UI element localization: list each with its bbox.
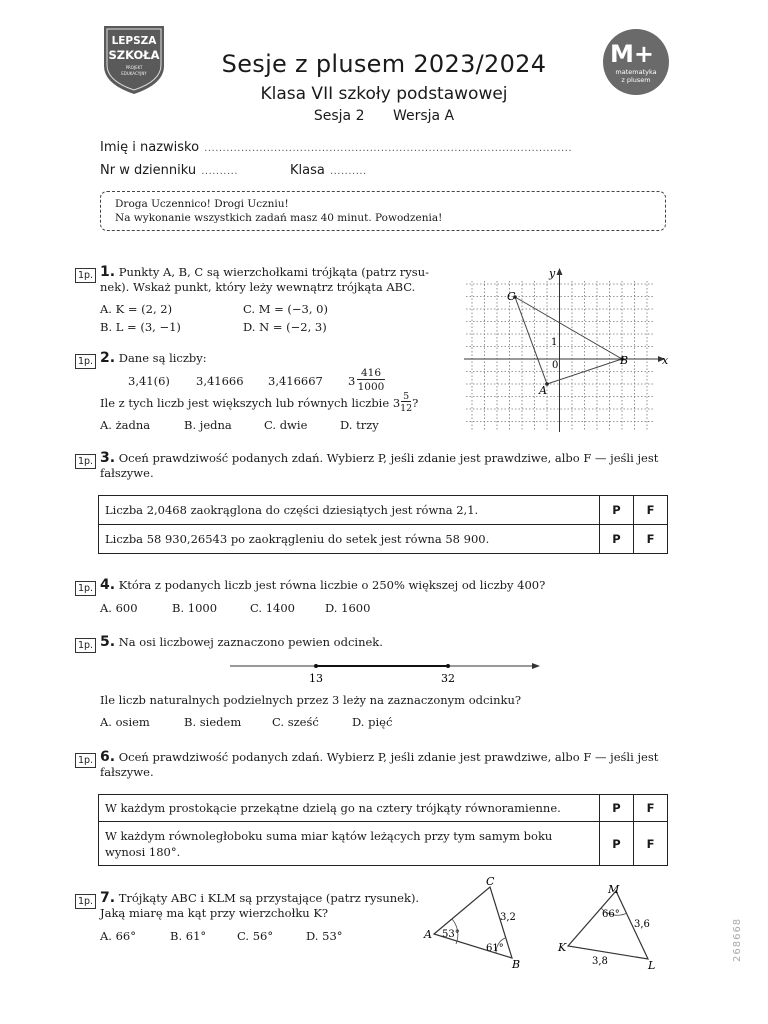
abc-vertex-b: B	[512, 958, 521, 971]
q4-option-d[interactable]: D. 1600	[325, 601, 371, 615]
triangle-klm-figure	[556, 880, 666, 972]
q4-option-b[interactable]: B. 1000	[172, 601, 218, 615]
svg-text:LEPSZA: LEPSZA	[111, 35, 157, 47]
q3-table	[98, 495, 668, 554]
unit-label: 1	[551, 337, 558, 348]
q2-number-2: 3,41666	[196, 374, 244, 388]
q6-row2-false[interactable]: F	[634, 822, 668, 866]
q1-option-b[interactable]: B. L = (3, −1)	[100, 320, 181, 334]
q5-option-b[interactable]: B. siedem	[184, 715, 242, 729]
number-line-label-32: 32	[441, 672, 455, 685]
q7-option-c[interactable]: C. 56°	[237, 929, 274, 943]
q2-text	[100, 351, 207, 366]
q3-row1-true[interactable]: P	[600, 496, 634, 525]
q2-option-b[interactable]: B. jedna	[184, 418, 232, 432]
q6-table	[98, 794, 668, 866]
q2-points-box: 1p.	[75, 354, 96, 369]
table-row	[99, 822, 668, 866]
q3-number: 3.	[100, 450, 116, 466]
q2-frac-denominator: 12	[400, 403, 413, 414]
q2-number-1: 3,41(6)	[128, 374, 170, 388]
klm-angle-m: 66°	[602, 909, 620, 920]
q2-mixed-numerator: 416	[360, 367, 382, 379]
q6-text-line1: Oceń prawdziwość podanych zdań. Wybierz P, jeśli zdanie jest prawdziwe, albo F — jeśli jest	[118, 750, 659, 764]
name-dots: ....................................................................................................	[204, 143, 573, 154]
q1-text	[100, 265, 440, 295]
q6-row2-true[interactable]: P	[600, 822, 634, 866]
point-b-label: B	[620, 354, 629, 367]
origin-label: 0	[552, 360, 559, 371]
q7-points-box: 1p.	[75, 894, 96, 909]
q3-statement-2: Liczba 58 930,26543 po zaokrągleniu do setek jest równa 58 900.	[99, 525, 600, 554]
q7-option-b[interactable]: B. 61°	[170, 929, 207, 943]
q6-points-box: 1p.	[75, 753, 96, 768]
x-axis-label: x	[662, 354, 669, 367]
q1-text-line1: Punkty A, B, C są wierzchołkami trójkąta (patrz rysu-	[118, 265, 429, 279]
q7-text-line2: Jaką miarę ma kąt przy wierzchołku K?	[100, 906, 329, 920]
q3-row2-false[interactable]: F	[634, 525, 668, 554]
q3-text-line2: fałszywe.	[100, 466, 154, 480]
q1-option-a[interactable]: A. K = (2, 2)	[100, 302, 173, 316]
svg-text:M+: M+	[610, 40, 654, 68]
q5-number: 5.	[100, 634, 116, 650]
q7-option-a[interactable]: A. 66°	[100, 929, 136, 943]
number-field[interactable]	[100, 159, 238, 178]
abc-angle-b: 61°	[486, 943, 504, 954]
q3-points-box: 1p.	[75, 454, 96, 469]
q3-row2-true[interactable]: P	[600, 525, 634, 554]
q6-row1-false[interactable]: F	[634, 795, 668, 822]
note-greeting: Droga Uczennico! Drogi Uczniu!	[115, 198, 289, 210]
version-label: Wersja A	[392, 108, 455, 124]
q2-question-mark: ?	[412, 396, 419, 410]
q6-row1-true[interactable]: P	[600, 795, 634, 822]
q5-text	[100, 635, 383, 650]
q5-intro: Na osi liczbowej zaznaczono pewien odcinek.	[118, 635, 383, 649]
y-axis-label: y	[549, 267, 556, 280]
q7-number: 7.	[100, 890, 116, 906]
klm-side-kl: 3,8	[592, 956, 608, 967]
number-label: Nr w dzienniku	[100, 163, 197, 178]
q1-number: 1.	[100, 264, 116, 280]
q2-mixed-whole: 3	[348, 374, 356, 388]
q5-option-c[interactable]: C. sześć	[272, 715, 319, 729]
table-row	[99, 496, 668, 525]
q2-option-d[interactable]: D. trzy	[340, 418, 379, 432]
q2-number: 2.	[100, 350, 116, 366]
number-line-figure	[226, 658, 546, 686]
q4-points-box: 1p.	[75, 581, 96, 596]
klm-side-ml: 3,6	[634, 919, 650, 930]
q4-question: Która z podanych liczb jest równa liczbie o 250% większej od liczby 400?	[118, 578, 546, 592]
session-label: Sesja 2	[313, 108, 365, 124]
q6-text-line2: fałszywe.	[100, 765, 154, 779]
class-dots: ..........	[329, 166, 367, 177]
note-instructions: Na wykonanie wszystkich zadań masz 40 minut. Powodzenia!	[115, 211, 443, 224]
q1-text-line2: nek). Wskaż punkt, który leży wewnątrz trójkąta ABC.	[100, 280, 416, 294]
svg-text:SZKOŁA: SZKOŁA	[108, 48, 160, 62]
q5-points-box: 1p.	[75, 638, 96, 653]
class-label: Klasa	[290, 163, 325, 178]
document-code: 268668	[732, 917, 743, 962]
coordinate-grid-figure	[462, 264, 672, 434]
class-field[interactable]	[290, 159, 367, 178]
q7-option-d[interactable]: D. 53°	[306, 929, 343, 943]
q6-text	[100, 750, 670, 780]
q2-number-3: 3,416667	[268, 374, 323, 388]
svg-text:z plusem: z plusem	[621, 76, 651, 84]
svg-text:matematyka: matematyka	[615, 68, 657, 76]
table-row	[99, 795, 668, 822]
q4-option-a[interactable]: A. 600	[100, 601, 138, 615]
q1-points-box: 1p.	[75, 268, 96, 283]
abc-vertex-c: C	[486, 875, 495, 888]
q4-option-c[interactable]: C. 1400	[250, 601, 295, 615]
q2-option-c[interactable]: C. dwie	[264, 418, 308, 432]
q5-question: Ile liczb naturalnych podzielnych przez 3 leży na zaznaczonym odcinku?	[100, 693, 522, 707]
q2-frac-numerator: 5	[403, 391, 410, 402]
q3-text	[100, 451, 670, 481]
page-title: Sesje z plusem 2023/2024	[221, 50, 547, 78]
q4-number: 4.	[100, 577, 116, 593]
q6-number: 6.	[100, 749, 116, 765]
q1-option-d[interactable]: D. N = (−2, 3)	[243, 320, 327, 334]
klm-vertex-l: L	[648, 959, 656, 972]
q5-option-a[interactable]: A. osiem	[100, 715, 150, 729]
name-field[interactable]	[100, 136, 572, 155]
point-a-label: A	[539, 384, 547, 397]
svg-text:PROJEKT: PROJEKT	[125, 65, 143, 70]
q6-statement-2	[99, 822, 600, 866]
q2-option-a[interactable]: A. żadna	[100, 418, 151, 432]
point-c-label: C	[507, 290, 516, 303]
q5-option-d[interactable]: D. pięć	[352, 715, 393, 729]
q1-option-c[interactable]: C. M = (−3, 0)	[243, 302, 328, 316]
q6-statement-2-text: W każdym równoległoboku suma miar kątów leżących przy tym samym boku wynosi 180°.	[105, 828, 553, 859]
q2-intro: Dane są liczby:	[118, 351, 207, 365]
number-line-label-13: 13	[309, 672, 323, 685]
klm-vertex-k: K	[558, 941, 567, 954]
q4-text	[100, 578, 545, 593]
q2-mixed-denominator: 1000	[357, 381, 385, 393]
number-dots: ..........	[201, 166, 239, 177]
table-row	[99, 525, 668, 554]
name-label: Imię i nazwisko	[100, 140, 200, 155]
klm-vertex-m: M	[608, 883, 620, 896]
q6-statement-1: W każdym prostokącie przekątne dzielą go na cztery trójkąty równoramienne.	[99, 795, 600, 822]
svg-text:EDUKACYJNY: EDUKACYJNY	[121, 71, 147, 76]
abc-side-bc: 3,2	[500, 912, 516, 923]
instructions-box	[100, 191, 666, 231]
q2-question-text: Ile z tych liczb jest większych lub równych liczbie 3	[100, 396, 401, 410]
abc-vertex-a: A	[424, 928, 432, 941]
q7-text-line1: Trójkąty ABC i KLM są przystające (patrz rysunek).	[118, 891, 420, 905]
q3-row1-false[interactable]: F	[634, 496, 668, 525]
abc-angle-a: 53°	[442, 929, 460, 940]
q7-text	[100, 891, 419, 921]
q3-statement-1: Liczba 2,0468 zaokrąglona do części dziesiątych jest równa 2,1.	[99, 496, 600, 525]
q3-text-line1: Oceń prawdziwość podanych zdań. Wybierz P, jeśli zdanie jest prawdziwe, albo F — jeśli jest	[118, 451, 659, 465]
page-subtitle: Klasa VII szkoły podstawowej	[260, 84, 508, 104]
session-line	[0, 108, 768, 124]
q2-question	[100, 391, 419, 414]
triangle-abc-figure	[420, 874, 530, 974]
